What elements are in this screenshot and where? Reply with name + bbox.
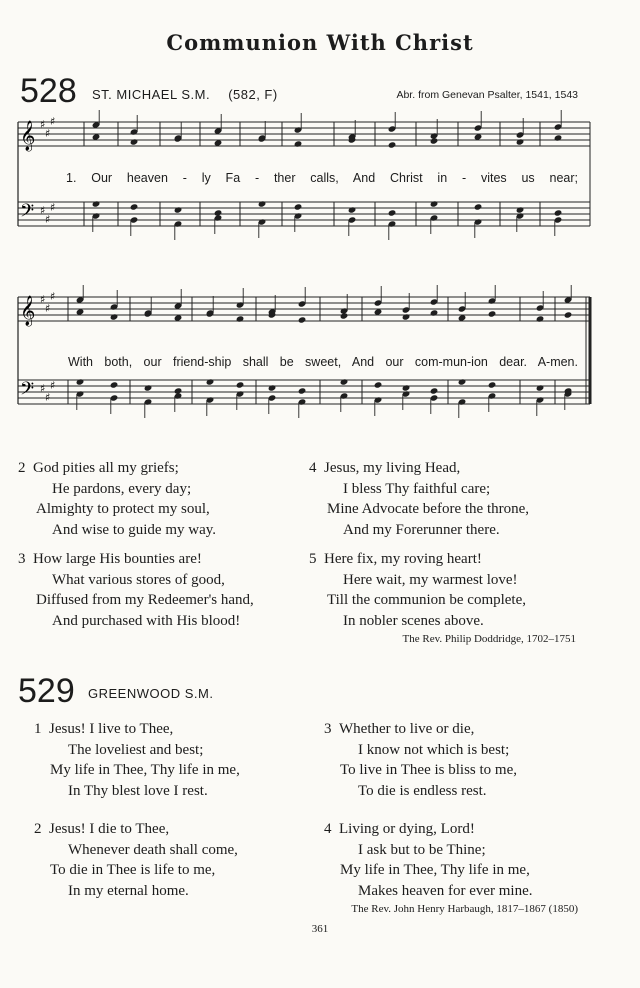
stanza-line: Jesus, my living Head, <box>324 460 461 476</box>
stanza-line: Till the communion be complete, <box>327 592 527 608</box>
stanza-line: Diffused from my Redeemer's hand, <box>36 592 254 608</box>
note-head <box>516 206 525 213</box>
section-title: Communion With Christ <box>166 30 474 55</box>
stanza-line: He pardons, every day; <box>52 480 192 497</box>
note-head <box>402 313 411 320</box>
note-head <box>430 309 439 316</box>
sharp-icon: ♯ <box>40 293 46 306</box>
note-head <box>294 203 303 210</box>
stanza-528-2 <box>18 458 216 540</box>
stanza-529-2 <box>34 819 238 901</box>
note-head <box>258 200 267 207</box>
note-head <box>144 384 153 391</box>
stanza-line: Makes heaven for ever mine. <box>358 882 533 899</box>
note-head <box>298 316 307 323</box>
note-head <box>516 138 525 145</box>
stanza-number: 4 <box>324 821 332 837</box>
stanza-line: To die in Thee is life to me, <box>50 862 216 878</box>
stanza-number: 3 <box>324 721 332 737</box>
sharp-icon: ♯ <box>50 290 56 303</box>
tune-reference: (582, F) <box>228 87 278 102</box>
note-head <box>430 387 439 394</box>
stanza-line: To live in Thee is bliss to me, <box>340 762 517 778</box>
bass-clef-icon: 𝄢 <box>20 379 35 404</box>
note-head <box>430 137 439 144</box>
bass-clef-icon: 𝄢 <box>20 201 35 226</box>
stanza-528-3 <box>18 549 254 631</box>
note-head <box>110 313 119 320</box>
sharp-icon: ♯ <box>50 115 56 128</box>
note-head <box>236 381 245 388</box>
stanza-number: 4 <box>309 460 317 476</box>
note-head <box>536 384 545 391</box>
page-number: 361 <box>311 923 329 935</box>
author-529: The Rev. John Henry Harbaugh, 1817–1867 (1850) <box>351 903 578 915</box>
stanza-line: In nobler scenes above. <box>343 612 484 629</box>
note-head <box>92 200 101 207</box>
note-head <box>402 384 411 391</box>
hymn-number-528: 528 <box>20 72 77 110</box>
sharp-icon: ♯ <box>40 204 46 217</box>
note-head <box>206 378 215 385</box>
tune-name-529 <box>88 686 213 701</box>
stanza-line: Whenever death shall come, <box>68 841 238 858</box>
stanza-number: 2 <box>18 460 26 476</box>
music-source: Abr. from Genevan Psalter, 1541, 1543 <box>396 89 578 101</box>
stanza-529-3 <box>324 719 517 801</box>
stanza-line: What various stores of good, <box>52 571 225 588</box>
note-head <box>130 203 139 210</box>
stanza-line: My life in Thee, Thy life in me, <box>50 762 240 778</box>
note-head <box>340 378 349 385</box>
stanza-line: I bless Thy faithful care; <box>343 480 491 497</box>
stanza-line: And purchased with His blood! <box>52 612 241 629</box>
stanza-line: I ask but to be Thine; <box>358 841 486 858</box>
tune-name-528 <box>92 87 278 102</box>
stanza-529-1 <box>34 719 240 801</box>
stanza-line: In Thy blest love I rest. <box>68 782 208 799</box>
stanza-529-4 <box>324 819 533 901</box>
stanza-line: How large His bounties are! <box>33 551 202 567</box>
note-head <box>488 310 497 317</box>
note-head <box>554 209 563 216</box>
stanza-line: God pities all my griefs; <box>33 460 179 476</box>
stanza-number: 3 <box>18 551 26 567</box>
note-head <box>340 312 349 319</box>
treble-clef-icon: 𝄞 <box>20 121 36 151</box>
note-head <box>554 134 563 141</box>
note-head <box>536 315 545 322</box>
stanza-line: The loveliest and best; <box>68 741 204 758</box>
hymn-number-529: 529 <box>18 672 75 710</box>
sharp-icon: ♯ <box>45 302 51 315</box>
sharp-icon: ♯ <box>40 382 46 395</box>
lyrics-underlay-line-2: With both, our friend-ship shall be sweet, And our com-mun-ion dear. A-men. <box>68 355 578 369</box>
stanza-number: 5 <box>309 551 317 567</box>
note-head <box>474 203 483 210</box>
stanza-line: My life in Thee, Thy life in me, <box>340 862 530 878</box>
note-head <box>76 378 85 385</box>
author-528: The Rev. Philip Doddridge, 1702–1751 <box>402 633 576 645</box>
note-head <box>110 381 119 388</box>
tune-meter: S.M. <box>184 686 214 701</box>
note-head <box>374 381 383 388</box>
stanza-number: 1 <box>34 721 42 737</box>
lyrics-underlay-line-1: 1. Our heaven - ly Fa - ther calls, And Christ in - vites us near; <box>66 171 578 185</box>
stanza-line: Here fix, my roving heart! <box>324 551 482 567</box>
treble-clef-icon: 𝄞 <box>20 296 36 326</box>
sharp-icon: ♯ <box>40 118 46 131</box>
stanza-528-5 <box>309 549 526 631</box>
note-head <box>388 209 397 216</box>
note-head <box>236 315 245 322</box>
note-head <box>348 206 357 213</box>
note-head <box>388 141 397 148</box>
sharp-icon: ♯ <box>45 127 51 140</box>
note-head <box>430 200 439 207</box>
stanza-line: Whether to live or die, <box>339 721 475 737</box>
stanza-line: Almighty to protect my soul, <box>36 501 210 517</box>
tune-meter: S.M. <box>181 87 211 102</box>
note-head <box>564 311 573 318</box>
tune-name: ST. MICHAEL <box>92 87 178 102</box>
stanza-line: And wise to guide my way. <box>52 521 217 538</box>
stanza-line: Living or dying, Lord! <box>339 821 475 837</box>
stanza-line: Here wait, my warmest love! <box>343 571 518 588</box>
sharp-icon: ♯ <box>50 201 56 214</box>
note-head <box>298 387 307 394</box>
note-head <box>174 206 183 213</box>
sharp-icon: ♯ <box>45 391 51 404</box>
stanza-line: To die is endless rest. <box>358 782 487 799</box>
stanza-line: Jesus! I live to Thee, <box>49 721 174 737</box>
note-head <box>458 378 467 385</box>
stanza-line: I know not which is best; <box>358 741 510 758</box>
stanza-line: In my eternal home. <box>68 882 189 899</box>
note-head <box>130 138 139 145</box>
tune-name: GREENWOOD <box>88 686 181 701</box>
note-head <box>268 384 277 391</box>
note-head <box>488 381 497 388</box>
stanza-line: And my Forerunner there. <box>343 521 500 538</box>
stanza-528-4 <box>309 458 529 540</box>
stanza-line: Mine Advocate before the throne, <box>327 501 530 517</box>
sharp-icon: ♯ <box>45 213 51 226</box>
stanza-line: Jesus! I die to Thee, <box>49 821 170 837</box>
stanza-number: 2 <box>34 821 42 837</box>
sharp-icon: ♯ <box>50 379 56 392</box>
note-head <box>294 140 303 147</box>
